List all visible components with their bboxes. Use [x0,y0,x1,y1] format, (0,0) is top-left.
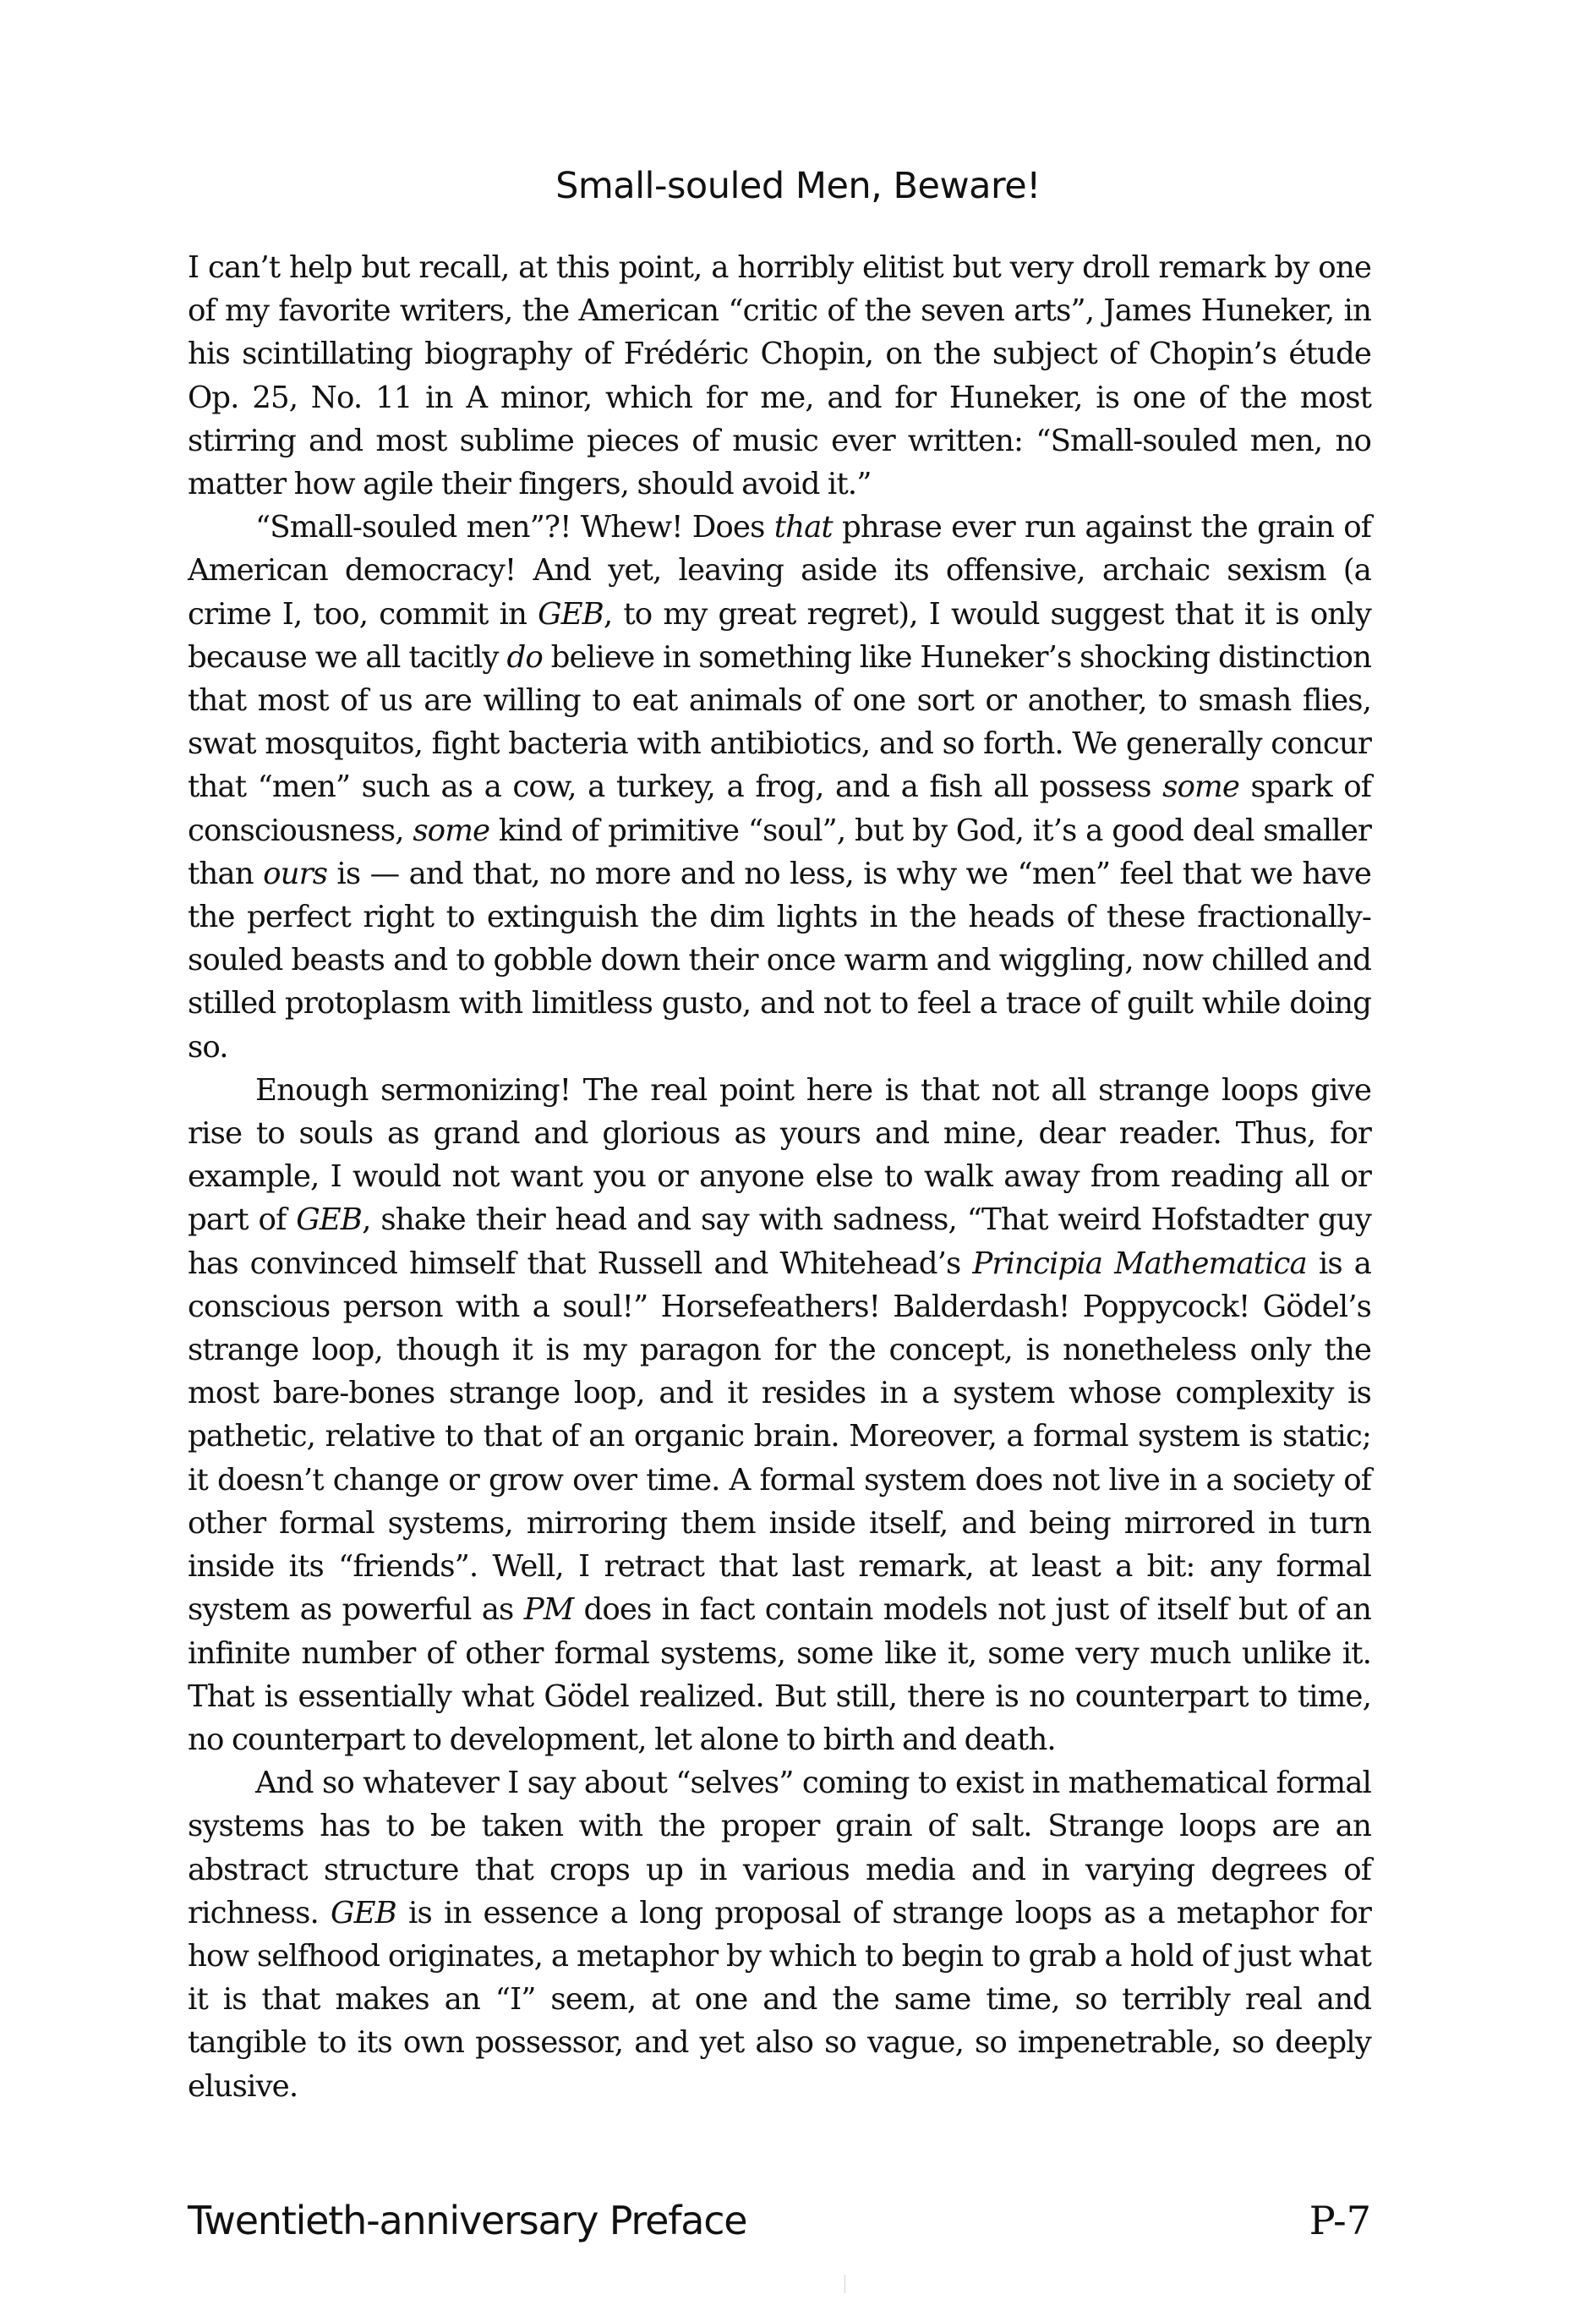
italic-phrase: do [506,639,543,675]
italic-phrase: some [1162,769,1239,805]
paragraph-1 [188,246,1371,506]
paragraph-2 [188,506,1371,1069]
page-number: P-7 [1309,2198,1371,2243]
scan-artifact-mark [844,2275,845,2293]
italic-phrase: Principia Mathematica [972,1246,1307,1281]
section-heading: Small-souled Men, Beware! [555,165,1041,207]
text-run: I can’t help but recall, at this point, a horribly elitist but very droll remark by one of my favorite writers, the American “critic of the seven arts”, James Huneker, in his scintillating biography of Frédéric Chopin, on the subject of Chopin’s étude Op. 25, No. 11 in A minor, which for me, and for Huneker, is one of the most stirring and most sublime pieces of music ever written: “Small-souled men, no matter how agile their fingers, should avoid it.” [188,250,1371,502]
italic-phrase: GEB [331,1895,396,1930]
italic-phrase: GEB [296,1202,363,1238]
italic-phrase: ours [263,856,328,891]
text-run: is a conscious person with a soul!” Horsefeathers! Balderdash! Poppycock! Gödel’s strange loop, though it is my paragon for the concept, is nonetheless only the most bare-bones strange loop, and it resides in a system whose complexity is pathetic, relative to that of an organic brain. Moreover, a formal system is static; it doesn’t change or grow over time. A formal system does not live in a society of other formal systems, mirroring them inside itself, and being mirrored in turn inside its “friends”. Well, I retract that last remark, at least a bit: any formal system as powerful as [188,1246,1371,1628]
text-run: “Small-souled men”?! Whew! Does [255,510,774,545]
text-run: , to my great regret), I would suggest that it is only because we all tacitly [188,596,1371,675]
italic-phrase: PM [523,1592,574,1628]
body-text [188,246,1371,2108]
italic-phrase: GEB [538,596,604,632]
running-footer-title: Twentieth-anniversary Preface [188,2198,747,2243]
text-run: And so whatever I say about “selves” coming to exist in mathematical formal systems has to be taken with the proper grain of salt. Strange loops are an abstract structure that crops up in various media and in varying degrees of richness. [188,1766,1371,1930]
italic-phrase: that [773,510,833,545]
text-run: does in fact contain models not just of itself but of an infinite number of other formal systems, some like it, some very much unlike it. That is essentially what Gödel realized. But still, there is no counterpart to time, no counterpart to development, let alone to birth and death. [188,1592,1371,1757]
italic-phrase: some [413,813,490,848]
text-run: believe in something like Huneker’s shocking distinction that most of us are willing to eat animals of one sort or another, to smash flies, swat mosquitos, fight bacteria with antibiotics, and so forth. We generally concur that “men” such as a cow, a turkey, a frog, and a fish all possess [188,639,1371,805]
paragraph-3 [188,1069,1371,1761]
text-run: is — and that, no more and no less, is why we “men” feel that we have the perfect right to extinguish the dim lights in the heads of these fractionally-souled beasts and to gobble down their once warm and wiggling, now chilled and stilled protoplasm with limitless gusto, and not to feel a trace of guilt while doing so. [188,856,1371,1065]
text-run: kind of primitive “soul”, but by God, it’s a good deal smaller than [188,813,1371,891]
text-run: , shake their head and say with sadness, “That weird Hofstadter guy has convinced himself that Russell and Whitehead’s [188,1202,1371,1281]
text-run: Enough sermonizing! The real point here is that not all strange loops give rise to souls as grand and glorious as yours and mine, dear reader. Thus, for example, I would not want you or anyone else to walk away from reading all or part of [188,1072,1371,1238]
text-run: is in essence a long proposal of strange loops as a metaphor for how selfhood originates, a metaphor by which to begin to grab a hold of just what it is that makes an “I” seem, at one and the same time, so terribly real and tangible to its own possessor, and yet also so vague, so impenetrable, so deeply elusive. [188,1895,1371,2104]
paragraph-4 [188,1761,1371,2108]
text-run: phrase ever run against the grain of American democracy! And yet, leaving aside its offensive, archaic sexism (a crime I, too, commit in [188,510,1371,632]
text-run: spark of consciousness, [188,769,1371,848]
